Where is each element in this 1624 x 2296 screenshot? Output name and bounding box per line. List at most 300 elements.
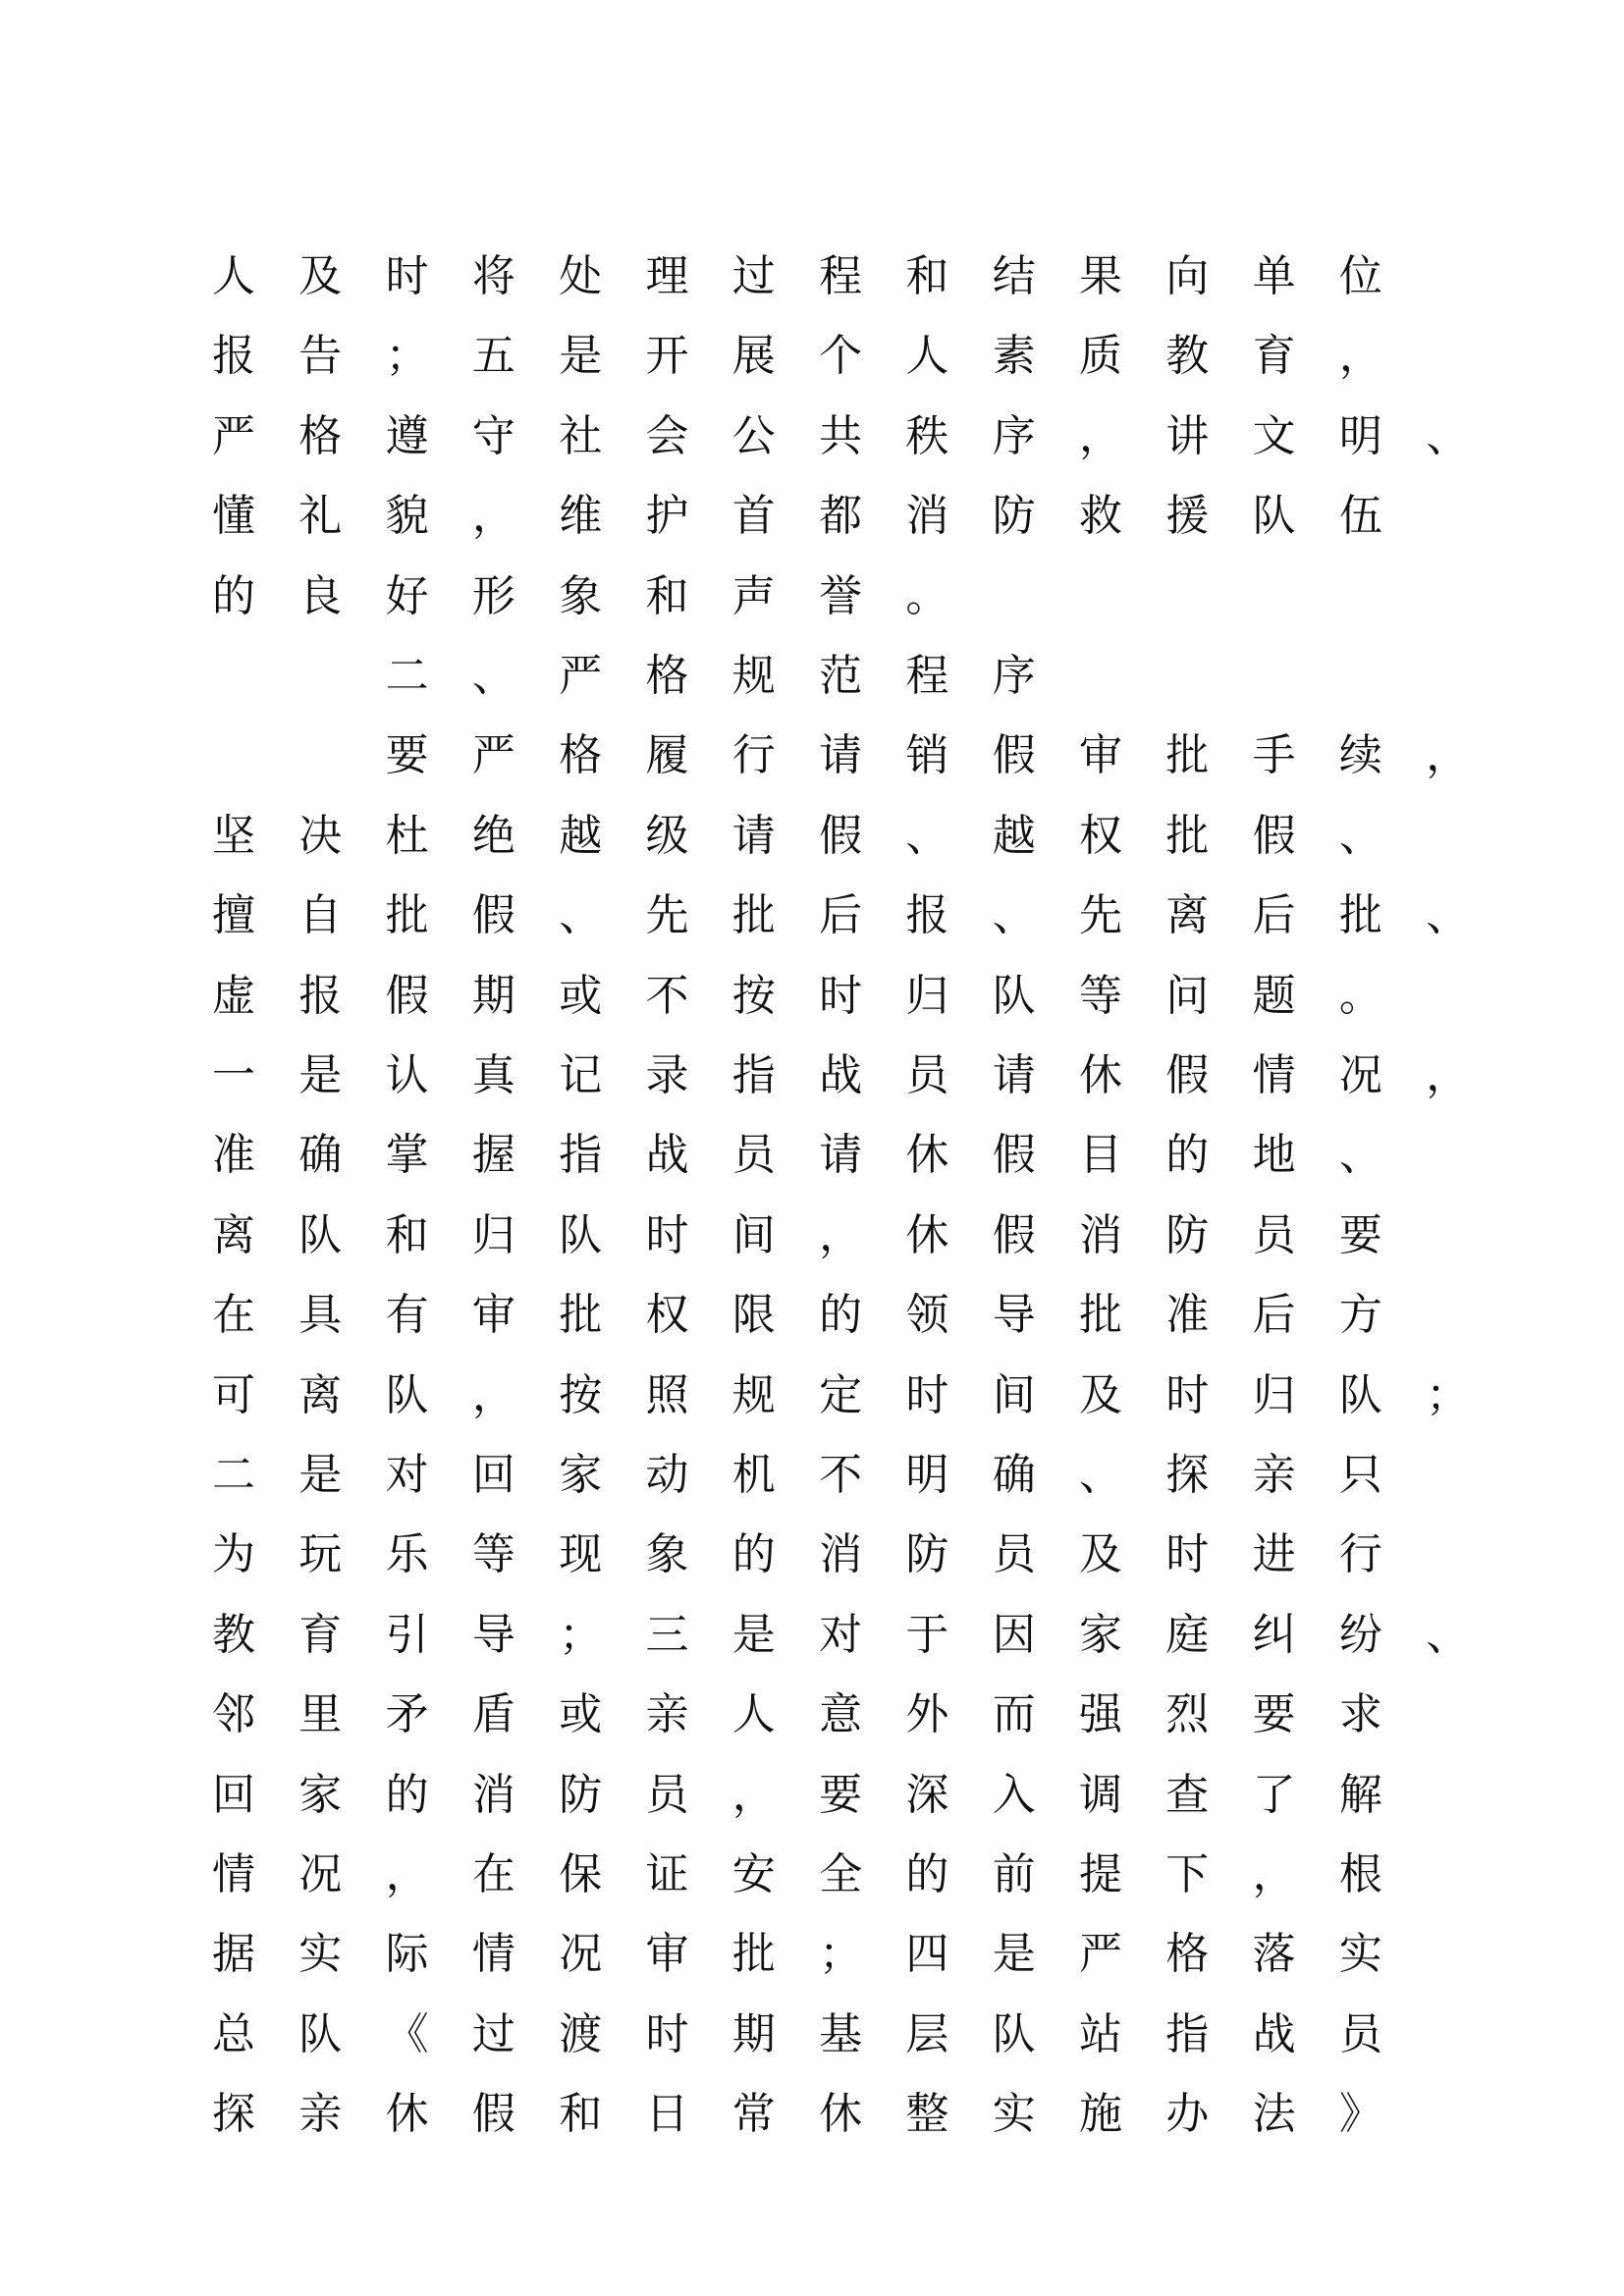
text-char: 单 [1252,251,1296,301]
text-char: 象 [645,1529,689,1580]
text-char: 质 [1079,331,1122,382]
text-char: 情 [1252,1050,1296,1100]
text-char: 处 [559,251,603,301]
text-char: 问 [1165,970,1210,1021]
text-char: 。 [905,570,949,621]
text-char: 时 [819,970,863,1021]
text-char: 告 [298,331,343,382]
text-char: 好 [385,570,429,621]
text-char: 人 [212,251,255,301]
text-char: 队 [992,2008,1036,2059]
text-char: 素 [992,331,1036,382]
text-char: 先 [1079,890,1122,941]
text-char: 而 [992,1689,1036,1740]
text-char: 家 [559,1450,603,1500]
text-char: 全 [819,1849,863,1899]
text-char: 整 [905,2089,949,2140]
text-char: 是 [298,1050,343,1100]
text-char: 解 [1338,1769,1382,1820]
text-char: 和 [645,570,689,621]
text-char: 誉 [819,570,863,621]
text-char: 行 [1338,1529,1382,1580]
text-char: 间 [731,1209,776,1260]
text-char: 现 [559,1529,603,1580]
text-char: 下 [1165,1849,1210,1899]
text-char: 严 [1079,1929,1122,1980]
text-char: 绝 [471,810,515,861]
paragraph-line [0,2005,1624,2064]
text-char: 、 [992,890,1036,941]
text-char: 育 [1252,331,1296,382]
text-char: 玩 [298,1529,343,1580]
text-char: 战 [1252,2008,1296,2059]
text-char: 先 [645,890,689,941]
text-char: 擅 [212,890,255,941]
text-char: 社 [559,410,603,461]
text-char: 总 [212,2008,255,2059]
text-char: 队 [298,1209,343,1260]
text-char: 防 [1165,1209,1210,1260]
text-char: 个 [819,331,863,382]
paragraph-line [0,1685,1624,1744]
paragraph-line [0,1525,1624,1584]
text-char: 教 [212,1609,255,1660]
text-char: 强 [1079,1689,1122,1740]
text-char: 销 [905,730,949,781]
text-char: 格 [298,410,343,461]
text-char: 况 [298,1849,343,1899]
text-char: 员 [1338,2008,1382,2059]
text-char: 、 [559,890,603,941]
text-char: 三 [645,1609,689,1660]
text-char: 实 [992,2089,1036,2140]
text-char: 请 [731,810,776,861]
text-char: 引 [385,1609,429,1660]
paragraph-line [0,1845,1624,1904]
text-char: 批 [385,890,429,941]
text-char: 队 [385,1369,429,1420]
text-char: 根 [1338,1849,1382,1899]
text-char: 安 [731,1849,776,1899]
text-char: 照 [645,1369,689,1420]
text-char: 庭 [1165,1609,1210,1660]
text-char: 权 [645,1290,689,1341]
text-char: 报 [298,970,343,1021]
text-char: 探 [1165,1450,1210,1500]
text-char: 情 [212,1849,255,1899]
text-char: 亲 [298,2089,343,2140]
text-char: 审 [645,1929,689,1980]
text-char: 防 [905,1529,949,1580]
text-char: ， [1252,1849,1296,1899]
text-char: 真 [471,1050,515,1100]
text-char: 结 [992,251,1036,301]
text-char: 一 [212,1050,255,1100]
text-char: 为 [212,1529,255,1580]
text-char: 离 [212,1209,255,1260]
text-char: 提 [1079,1849,1122,1899]
text-char: 后 [1252,1290,1296,1341]
text-char: 防 [992,491,1036,542]
text-char: ； [385,331,429,382]
text-char: 假 [385,970,429,1021]
text-char: 审 [1079,730,1122,781]
text-char: 况 [1338,1050,1382,1100]
text-char: 规 [731,651,776,701]
text-char: 深 [905,1769,949,1820]
text-char: 的 [731,1529,776,1580]
text-char: 明 [905,1450,949,1500]
text-char: 、 [471,651,515,701]
text-char: 间 [992,1369,1036,1420]
text-char: 严 [559,651,603,701]
text-char: 掌 [385,1130,429,1181]
text-char: 渡 [559,2008,603,2059]
text-char: 消 [471,1769,515,1820]
text-char: 员 [905,1050,949,1100]
text-char: 请 [992,1050,1036,1100]
text-char: 行 [731,730,776,781]
text-char: 在 [212,1290,255,1341]
text-char: 家 [1079,1609,1122,1660]
text-char: 批 [559,1290,603,1341]
text-char: 人 [731,1689,776,1740]
text-char: 后 [819,890,863,941]
text-char: 二 [212,1450,255,1500]
text-char: 《 [385,2008,429,2059]
text-char: 落 [1252,1929,1296,1980]
text-char: 休 [905,1209,949,1260]
text-char: 过 [471,2008,515,2059]
paragraph-line [0,886,1624,945]
text-char: 育 [298,1609,343,1660]
text-char: 记 [559,1050,603,1100]
text-char: 及 [1079,1369,1122,1420]
text-char: 和 [905,251,949,301]
text-char: 向 [1165,251,1210,301]
text-char: 及 [298,251,343,301]
text-char: 批 [731,890,776,941]
text-char: 日 [645,2089,689,2140]
text-char: 矛 [385,1689,429,1740]
text-char: 懂 [212,491,255,542]
text-char: 题 [1252,970,1296,1021]
text-char: 声 [731,570,776,621]
text-char: 明 [1338,410,1382,461]
text-char: 队 [559,1209,603,1260]
text-char: 越 [559,810,603,861]
text-char: ， [1338,331,1382,382]
text-char: 级 [645,810,689,861]
text-char: 程 [905,651,949,701]
text-char: 队 [1252,491,1296,542]
text-char: 秩 [905,410,949,461]
text-char: 规 [731,1369,776,1420]
text-char: 格 [1165,1929,1210,1980]
text-char: 审 [471,1290,515,1341]
text-char: 批 [731,1929,776,1980]
paragraph-line [0,567,1624,626]
text-char: 履 [645,730,689,781]
text-char: 报 [212,331,255,382]
paragraph-line [0,726,1624,785]
text-char: 休 [385,2089,429,2140]
text-char: 因 [992,1609,1036,1660]
text-char: 定 [819,1369,863,1420]
text-char: 指 [559,1130,603,1181]
text-char: 果 [1079,251,1122,301]
text-char: 位 [1338,251,1382,301]
text-char: 讲 [1165,410,1210,461]
text-char: 请 [819,1130,863,1181]
text-char: 杜 [385,810,429,861]
text-char: 离 [1165,890,1210,941]
text-char: 录 [645,1050,689,1100]
paragraph-line [0,967,1624,1026]
text-char: 家 [298,1769,343,1820]
paragraph-line [0,2085,1624,2144]
text-char: 地 [1252,1130,1296,1181]
text-char: 。 [1338,970,1382,1021]
text-char: 是 [559,331,603,382]
text-char: 假 [992,1130,1036,1181]
text-char: 消 [905,491,949,542]
text-char: 或 [559,970,603,1021]
text-char: 于 [905,1609,949,1660]
text-char: 亲 [645,1689,689,1740]
text-char: 要 [1338,1209,1382,1260]
text-char: 员 [645,1769,689,1820]
text-char: 不 [819,1450,863,1500]
text-char: 邻 [212,1689,255,1740]
text-char: 、 [1426,1609,1470,1660]
paragraph-line [0,1766,1624,1825]
text-char: 展 [731,331,776,382]
text-char: ； [559,1609,603,1660]
text-char: 领 [905,1290,949,1341]
text-char: 限 [731,1290,776,1341]
text-char: 目 [1079,1130,1122,1181]
text-char: ， [385,1849,429,1899]
text-char: 握 [471,1130,515,1181]
paragraph-line [0,247,1624,306]
text-char: 况 [559,1929,603,1980]
text-char: 动 [645,1450,689,1500]
text-char: 盾 [471,1689,515,1740]
text-char: 战 [819,1050,863,1100]
text-char: 准 [212,1130,255,1181]
text-char: 假 [992,730,1036,781]
text-char: 归 [905,970,949,1021]
text-char: 礼 [298,491,343,542]
text-char: 、 [1338,810,1382,861]
text-char: 、 [1079,1450,1122,1500]
paragraph-line [0,1925,1624,1984]
text-char: 将 [471,251,515,301]
text-char: 假 [819,810,863,861]
text-char: 际 [385,1929,429,1980]
text-char: 期 [731,2008,776,2059]
text-char: 或 [559,1689,603,1740]
text-char: 公 [731,410,776,461]
text-char: 序 [992,410,1036,461]
text-char: ， [1426,1050,1470,1100]
paragraph-line [0,487,1624,546]
text-char: 批 [1165,730,1210,781]
paragraph-line [0,1606,1624,1665]
text-char: 救 [1079,491,1122,542]
text-char: 员 [731,1130,776,1181]
text-char: 基 [819,2008,863,2059]
text-char: ； [1426,1369,1470,1420]
text-char: 了 [1252,1769,1296,1820]
text-char: 里 [298,1689,343,1740]
text-char: 严 [212,410,255,461]
text-char: 导 [992,1290,1036,1341]
paragraph-line [0,327,1624,386]
text-char: 共 [819,410,863,461]
paragraph-line [0,807,1624,866]
text-char: 在 [471,1849,515,1899]
text-char: 援 [1165,491,1210,542]
text-char: 越 [992,810,1036,861]
text-char: 指 [731,1050,776,1100]
text-char: 时 [905,1369,949,1420]
text-char: 四 [905,1929,949,1980]
text-char: 批 [1079,1290,1122,1341]
text-char: 乐 [385,1529,429,1580]
text-char: 休 [819,2089,863,2140]
text-char: 、 [905,810,949,861]
text-char: 入 [992,1769,1036,1820]
text-char: 只 [1338,1450,1382,1500]
text-char: ， [471,1369,515,1420]
text-char: 据 [212,1929,255,1980]
text-char: 要 [1252,1689,1296,1740]
paragraph-line [0,1206,1624,1265]
text-char: 法 [1252,2089,1296,2140]
text-char: 是 [298,1450,343,1500]
text-char: 休 [905,1130,949,1181]
text-char: 实 [298,1929,343,1980]
text-char: 时 [645,2008,689,2059]
text-char: 亲 [1252,1450,1296,1500]
text-char: 期 [471,970,515,1021]
text-char: 过 [731,251,776,301]
text-char: 和 [385,1209,429,1260]
text-char: 办 [1165,2089,1210,2140]
text-char: 纠 [1252,1609,1296,1660]
text-char: 及 [1079,1529,1122,1580]
text-char: 护 [645,491,689,542]
text-char: ， [1426,730,1470,781]
text-char: 格 [559,730,603,781]
text-char: 调 [1079,1769,1122,1820]
text-char: 伍 [1338,491,1382,542]
section-heading [0,647,1624,706]
text-char: 认 [385,1050,429,1100]
text-char: 守 [471,410,515,461]
text-char: ， [731,1769,776,1820]
text-char: 队 [298,2008,343,2059]
text-char: 按 [731,970,776,1021]
text-char: 教 [1165,331,1210,382]
text-char: 常 [731,2089,776,2140]
text-char: 严 [471,730,515,781]
text-char: 求 [1338,1689,1382,1740]
text-char: 五 [471,331,515,382]
text-char: 具 [298,1290,343,1341]
text-char: 良 [298,570,343,621]
paragraph-line [0,407,1624,466]
text-char: 可 [212,1369,255,1420]
text-char: 烈 [1165,1689,1210,1740]
text-char: ， [1079,410,1122,461]
text-char: ； [819,1929,863,1980]
text-char: 、 [1338,1130,1382,1181]
text-char: 前 [992,1849,1036,1899]
text-char: 有 [385,1290,429,1341]
text-char: 的 [1165,1130,1210,1181]
text-char: 、 [1426,410,1470,461]
text-char: 貌 [385,491,429,542]
text-char: 假 [992,1209,1036,1260]
text-char: 不 [645,970,689,1021]
text-char: 坚 [212,810,255,861]
text-char: 人 [905,331,949,382]
text-char: 时 [645,1209,689,1260]
text-char: 确 [298,1130,343,1181]
text-char: 象 [559,570,603,621]
text-char: 都 [819,491,863,542]
text-char: 自 [298,890,343,941]
text-char: 和 [559,2089,603,2140]
text-char: 报 [905,890,949,941]
paragraph-line [0,1366,1624,1425]
text-char: 进 [1252,1529,1296,1580]
text-char: 施 [1079,2089,1122,2140]
text-char: 消 [1079,1209,1122,1260]
text-char: 、 [1426,890,1470,941]
paragraph-line [0,1046,1624,1105]
text-char: 文 [1252,410,1296,461]
text-char: 方 [1338,1290,1382,1341]
text-char: 》 [1338,2089,1382,2140]
text-char: 员 [1252,1209,1296,1260]
text-char: 实 [1338,1929,1382,1980]
text-char: 维 [559,491,603,542]
text-char: 按 [559,1369,603,1420]
text-char: 队 [992,970,1036,1021]
text-char: 决 [298,810,343,861]
text-char: 会 [645,410,689,461]
text-char: 的 [212,570,255,621]
paragraph-line [0,1446,1624,1505]
text-char: 保 [559,1849,603,1899]
text-char: 探 [212,2089,255,2140]
text-char: 后 [1252,890,1296,941]
text-char: 请 [819,730,863,781]
text-char: 对 [385,1450,429,1500]
text-char: 格 [645,651,689,701]
text-char: 假 [471,890,515,941]
text-char: 等 [471,1529,515,1580]
text-char: 批 [1338,890,1382,941]
text-char: 假 [1165,1050,1210,1100]
text-char: 批 [1165,810,1210,861]
text-char: 是 [731,1609,776,1660]
text-char: 外 [905,1689,949,1740]
